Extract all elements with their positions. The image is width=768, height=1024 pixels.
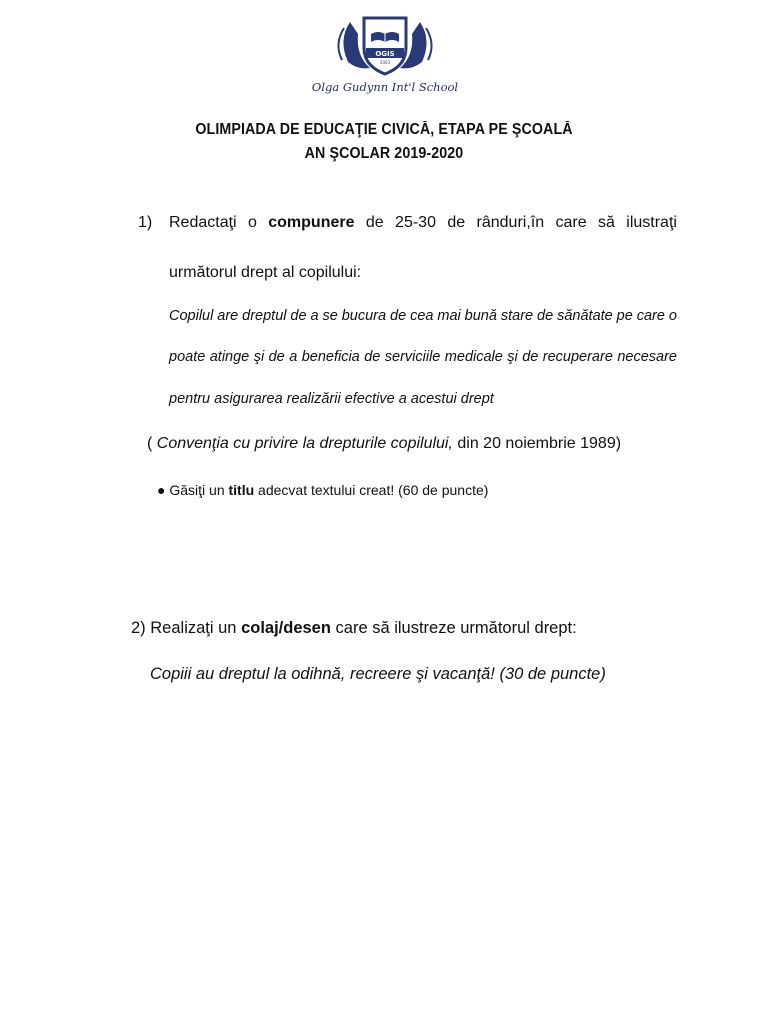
word: se <box>322 308 338 324</box>
word: bucura <box>341 308 387 324</box>
word: necesare <box>617 349 677 365</box>
task-2-bold: colaj/desen <box>241 619 331 637</box>
word: de <box>447 214 466 231</box>
source-open: ( <box>147 435 157 452</box>
logo-subtext: 2003 <box>379 60 391 65</box>
task-2-pre: 2) Realizaţi un <box>131 619 242 637</box>
word: care <box>555 214 587 231</box>
word: pe <box>616 308 633 324</box>
word: să <box>597 214 615 231</box>
bullet-icon: ● <box>157 482 166 498</box>
word: sănătate <box>557 308 613 324</box>
quote-line-2 <box>169 349 677 365</box>
word: Redactaţi <box>169 214 237 231</box>
word: o <box>247 214 257 231</box>
quote-line-1 <box>169 308 677 324</box>
word: 25-30 <box>395 214 436 231</box>
word: medicale <box>444 349 503 365</box>
word: poate <box>169 349 206 365</box>
word: beneficia <box>301 349 360 365</box>
word: şi <box>507 349 518 365</box>
source-title: Convenţia cu privire la drepturile copilului, <box>156 435 453 452</box>
page-title-line-1: OLIMPIADA DE EDUCAŢIE CIVICĂ, ETAPA PE ŞCOALĂ <box>195 121 573 138</box>
word: o <box>668 308 677 324</box>
source-citation <box>147 435 621 453</box>
word: de <box>364 349 381 365</box>
word: recuperare <box>542 349 613 365</box>
task-1-line-1 <box>169 214 677 232</box>
bullet-bold: titlu <box>228 482 255 498</box>
word: de <box>390 308 407 324</box>
word: are <box>217 308 239 324</box>
word: stare <box>500 308 534 324</box>
logo-text: OGIS <box>375 50 395 58</box>
word: ilustraţi <box>626 214 677 231</box>
page-title-line-2: AN ŞCOLAR 2019-2020 <box>304 145 464 162</box>
task-1-line-2: următorul drept al copilului: <box>169 264 362 281</box>
school-name: Olga Gudynn Int'l School <box>311 80 459 94</box>
quote-line-3: pentru asigurarea realizării efective a acestui drept <box>169 391 494 407</box>
bullet-instruction <box>157 482 488 498</box>
word: mai <box>437 308 461 324</box>
word: şi <box>253 349 265 365</box>
word: dreptul <box>242 308 287 324</box>
word: de <box>290 308 307 324</box>
source-date: din 20 noiembrie 1989) <box>452 435 622 452</box>
word: rânduri,în <box>476 214 545 231</box>
task-2-post: care să ilustreze următorul drept: <box>330 619 577 637</box>
bullet-post: adecvat textului creat! (60 de puncte) <box>254 482 489 498</box>
task-2-instruction <box>131 619 577 638</box>
task-2-quote: Copiii au dreptul la odihnă, recreere şi vacanţă! (30 de puncte) <box>150 665 606 683</box>
word: de <box>268 349 285 365</box>
word: bună <box>464 308 497 324</box>
word: de <box>522 349 539 365</box>
word: serviciile <box>384 349 441 365</box>
school-logo <box>310 12 460 98</box>
bullet-pre: Găsiţi un <box>169 482 229 498</box>
crest-icon <box>330 12 440 82</box>
task-1-number: 1) <box>138 214 153 231</box>
word: Copilul <box>169 308 214 324</box>
word: cea <box>410 308 434 324</box>
word: de <box>537 308 554 324</box>
word: care <box>636 308 665 324</box>
word: a <box>289 349 298 365</box>
word: compunere <box>268 214 355 231</box>
word: a <box>310 308 319 324</box>
word: atinge <box>209 349 250 365</box>
word: de <box>365 214 384 231</box>
